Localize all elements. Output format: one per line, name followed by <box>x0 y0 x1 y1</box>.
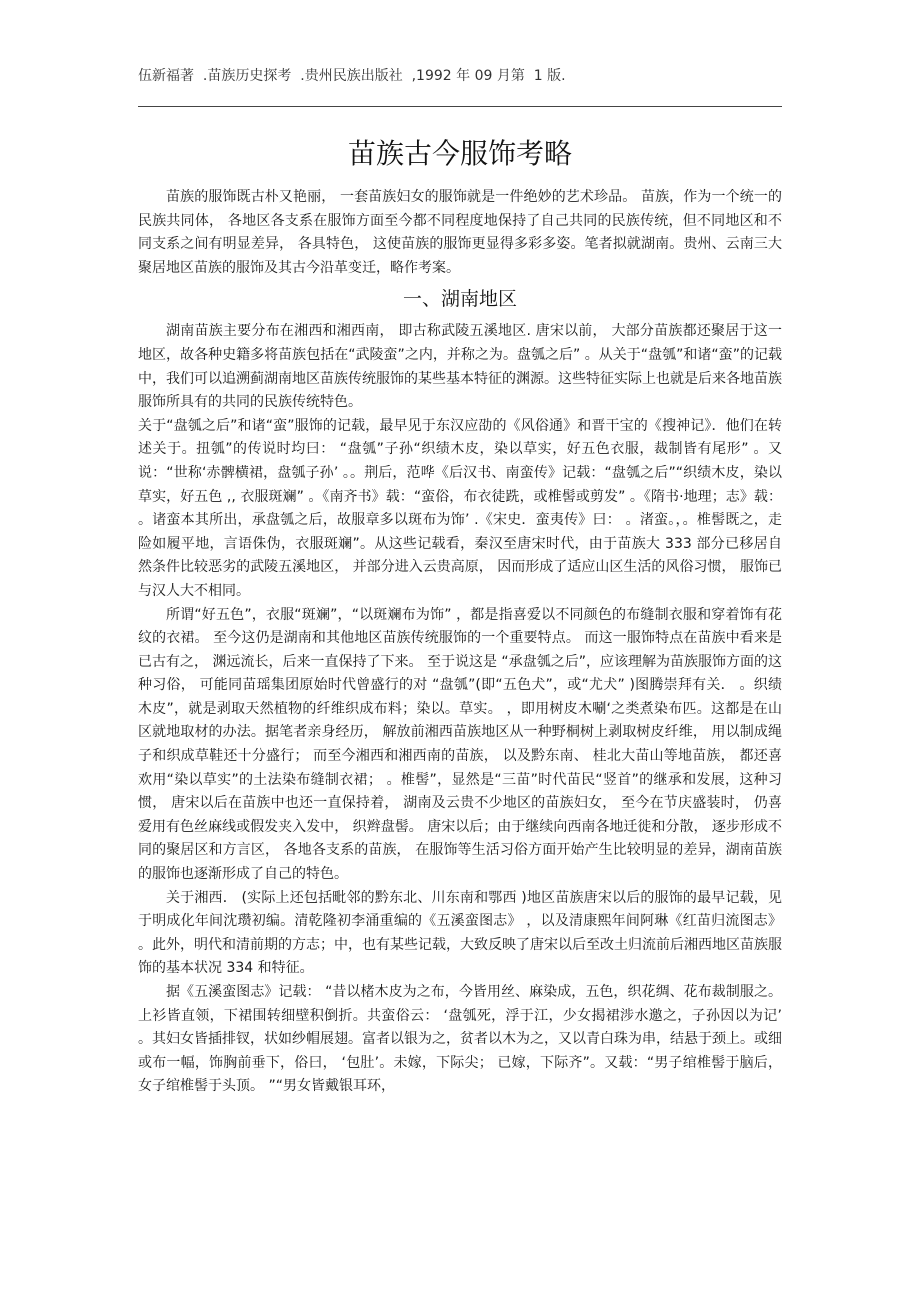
paragraph-5: 据《五溪蛮图志》记载： “昔以楮木皮为之布，今皆用丝、麻染成，五色，织花绸、花布裁制服之。上衫皆直领，下裙围转细壁积倒折。共蛮俗云： ‘盘瓠死，浮于江，少女揭裙涉水邀之，子孙因以为记’ 。其妇女皆插排钗，状如纱帽展翅。富者以银为之，贫者以木为之，又以青白珠为串，结悬于颈上。或细或布一幅，饰胸前垂下，俗曰， ‘包肚’。未嫁，下际尖； 已嫁，下际齐”。又载：“男子绾椎髻于脑后， 女子绾椎髻于头顶。 ”“男女皆戴银耳环， <box>138 984 782 1095</box>
document-body <box>138 186 782 1099</box>
intro-paragraph: 苗族的服饰既古朴又艳丽， 一套苗族妇女的服饰就是一件绝妙的艺术珍品。 苗族，作为一个统一的民族共同体， 各地区各支系在服饰方面至今都不同程度地保持了自己共同的民族传统，但不同地区和不同支系之间有明显差异， 各具特色， 这使苗族的服饰更显得多彩多姿。笔者拟就湖南。贵州、云南三大聚居地区苗族的服饰及其古今沿革变迁，略作考案。 <box>138 189 782 276</box>
paragraph-2: 关于“盘瓠之后”和诸“蛮”服饰的记载，最早见于东汉应劭的《风俗通》和晋干宝的《搜神记》．他们在转述关于。扭瓠”的传说时均曰： “盘瓠”子孙“织绩木皮，染以草实，好五色衣服，裁制皆有尾形” 。又说：“世称‘赤髀横裙，盘瓠子孙’ 。。荆后，范哗《后汉书、南蛮传》记载：“盘瓠之后”“织绩木皮，染以草实，好五色 ,, 衣服斑斓” 。《南齐书》载：“蛮俗，布衣徒跣，或椎髻或剪发” 。《隋书·地理；志》载： 。诸蛮本其所出，承盘瓠之后，故服章多以斑布为饰’ .《宋史．蛮夷传》曰： 。渚蛮。，。椎髻既之，走险如履平地，言语侏伪，衣服斑斓”。从这些记载看，秦汉至唐宋时代，由于苗族大 333 部分已移居自然条件比较恶劣的武陵五溪地区， 并部分进入云贵高原， 因而形成了适应山区生活的风俗习惯， 服饰已与汉人大不相同。 <box>138 417 782 599</box>
document-title: 苗族古今服饰考略 <box>347 137 572 170</box>
paragraph-3: 所谓“好五色”，衣服“斑斓”，“以斑斓布为饰” ，都是指喜爱以不同颜色的布缝制衣服和穿着饰有花纹的衣裙。 至今这仍是湖南和其他地区苗族传统服饰的一个重要特点。 而这一服饰特点在苗族中看来是已古有之， 渊远流长，后来一直保持了下来。 至于说这是 “承盘瓠之后”，应该理解为苗族服饰方面的这种习俗， 可能同苗瑶集团原始时代曾盛行的对 “盘瓠”(即“五色犬”，或“尤犬” )图腾崇拜有关． 。织绩木皮”，就是剥取天然植物的纤维织成布料；染以。草实。 ，即用树皮木唰‘之类煮染布匹。这都是在山区就地取材的办法。据笔者亲身经历， 解放前湘西苗族地区从一种野桐树上剥取树皮纤维， 用以制成绳子和织成草鞋还十分盛行； 而至今湘西和湘西南的苗族， 以及黔东南、 桂北大苗山等地苗族， 都还喜欢用“染以草实”的土法染布缝制衣裙； 。椎髻”，显然是“三苗”时代苗民“竖首”的继承和发展，这种习惯， 唐宋以后在苗族中也还一直保持着， 湖南及云贵不少地区的苗族妇女， 至今在节庆盛装时， 仍喜爱用有色丝麻线或假发夹入发中， 织辫盘髻。 唐宋以后；由于继续向西南各地迁徙和分散， 逐步形成不同的聚居区和方言区， 各地各支系的苗族， 在服饰等生活习俗方面开始产生比较明显的差异，湖南苗族的服饰也逐渐形成了自己的特色。 <box>138 606 782 883</box>
section-heading-hunan: 一、湖南地区 <box>402 288 517 311</box>
paragraph-1: 湖南苗族主要分布在湘西和湘西南， 即古称武陵五溪地区. 唐宋以前， 大部分苗族都还聚居于这一地区，故各种史籍多将苗族包括在“武陵蛮”之内，并称之为。盘瓠之后” 。从关于“盘瓠”和诸“蛮”的记载中，我们可以追溯蓟湖南地区苗族传统服饰的某些基本特征的渊源。这些特征实际上也就是后来各地苗族服饰所具有的共同的民族传统特色。 <box>138 323 782 411</box>
header-divider <box>138 106 782 107</box>
citation-header: 伍新福著 .苗族历史探考 .贵州民族出版社 ,1992 年 09 月第 1 版. <box>138 68 566 84</box>
paragraph-4: 关于湘西． (实际上还包括毗邻的黔东北、川东南和鄂西 )地区苗族唐宋以后的服饰的最早记载，见于明成化年间沈瓒初编。清乾隆初李涌重编的《五溪蛮图志》 ，以及清康熙年间阿琳《红苗归流图志》 。此外，明代和清前期的方志；中，也有某些记载，大致反映了唐宋以后至改土归流前后湘西地区苗族服饰的基本状况 334 和特征。 <box>138 889 782 977</box>
